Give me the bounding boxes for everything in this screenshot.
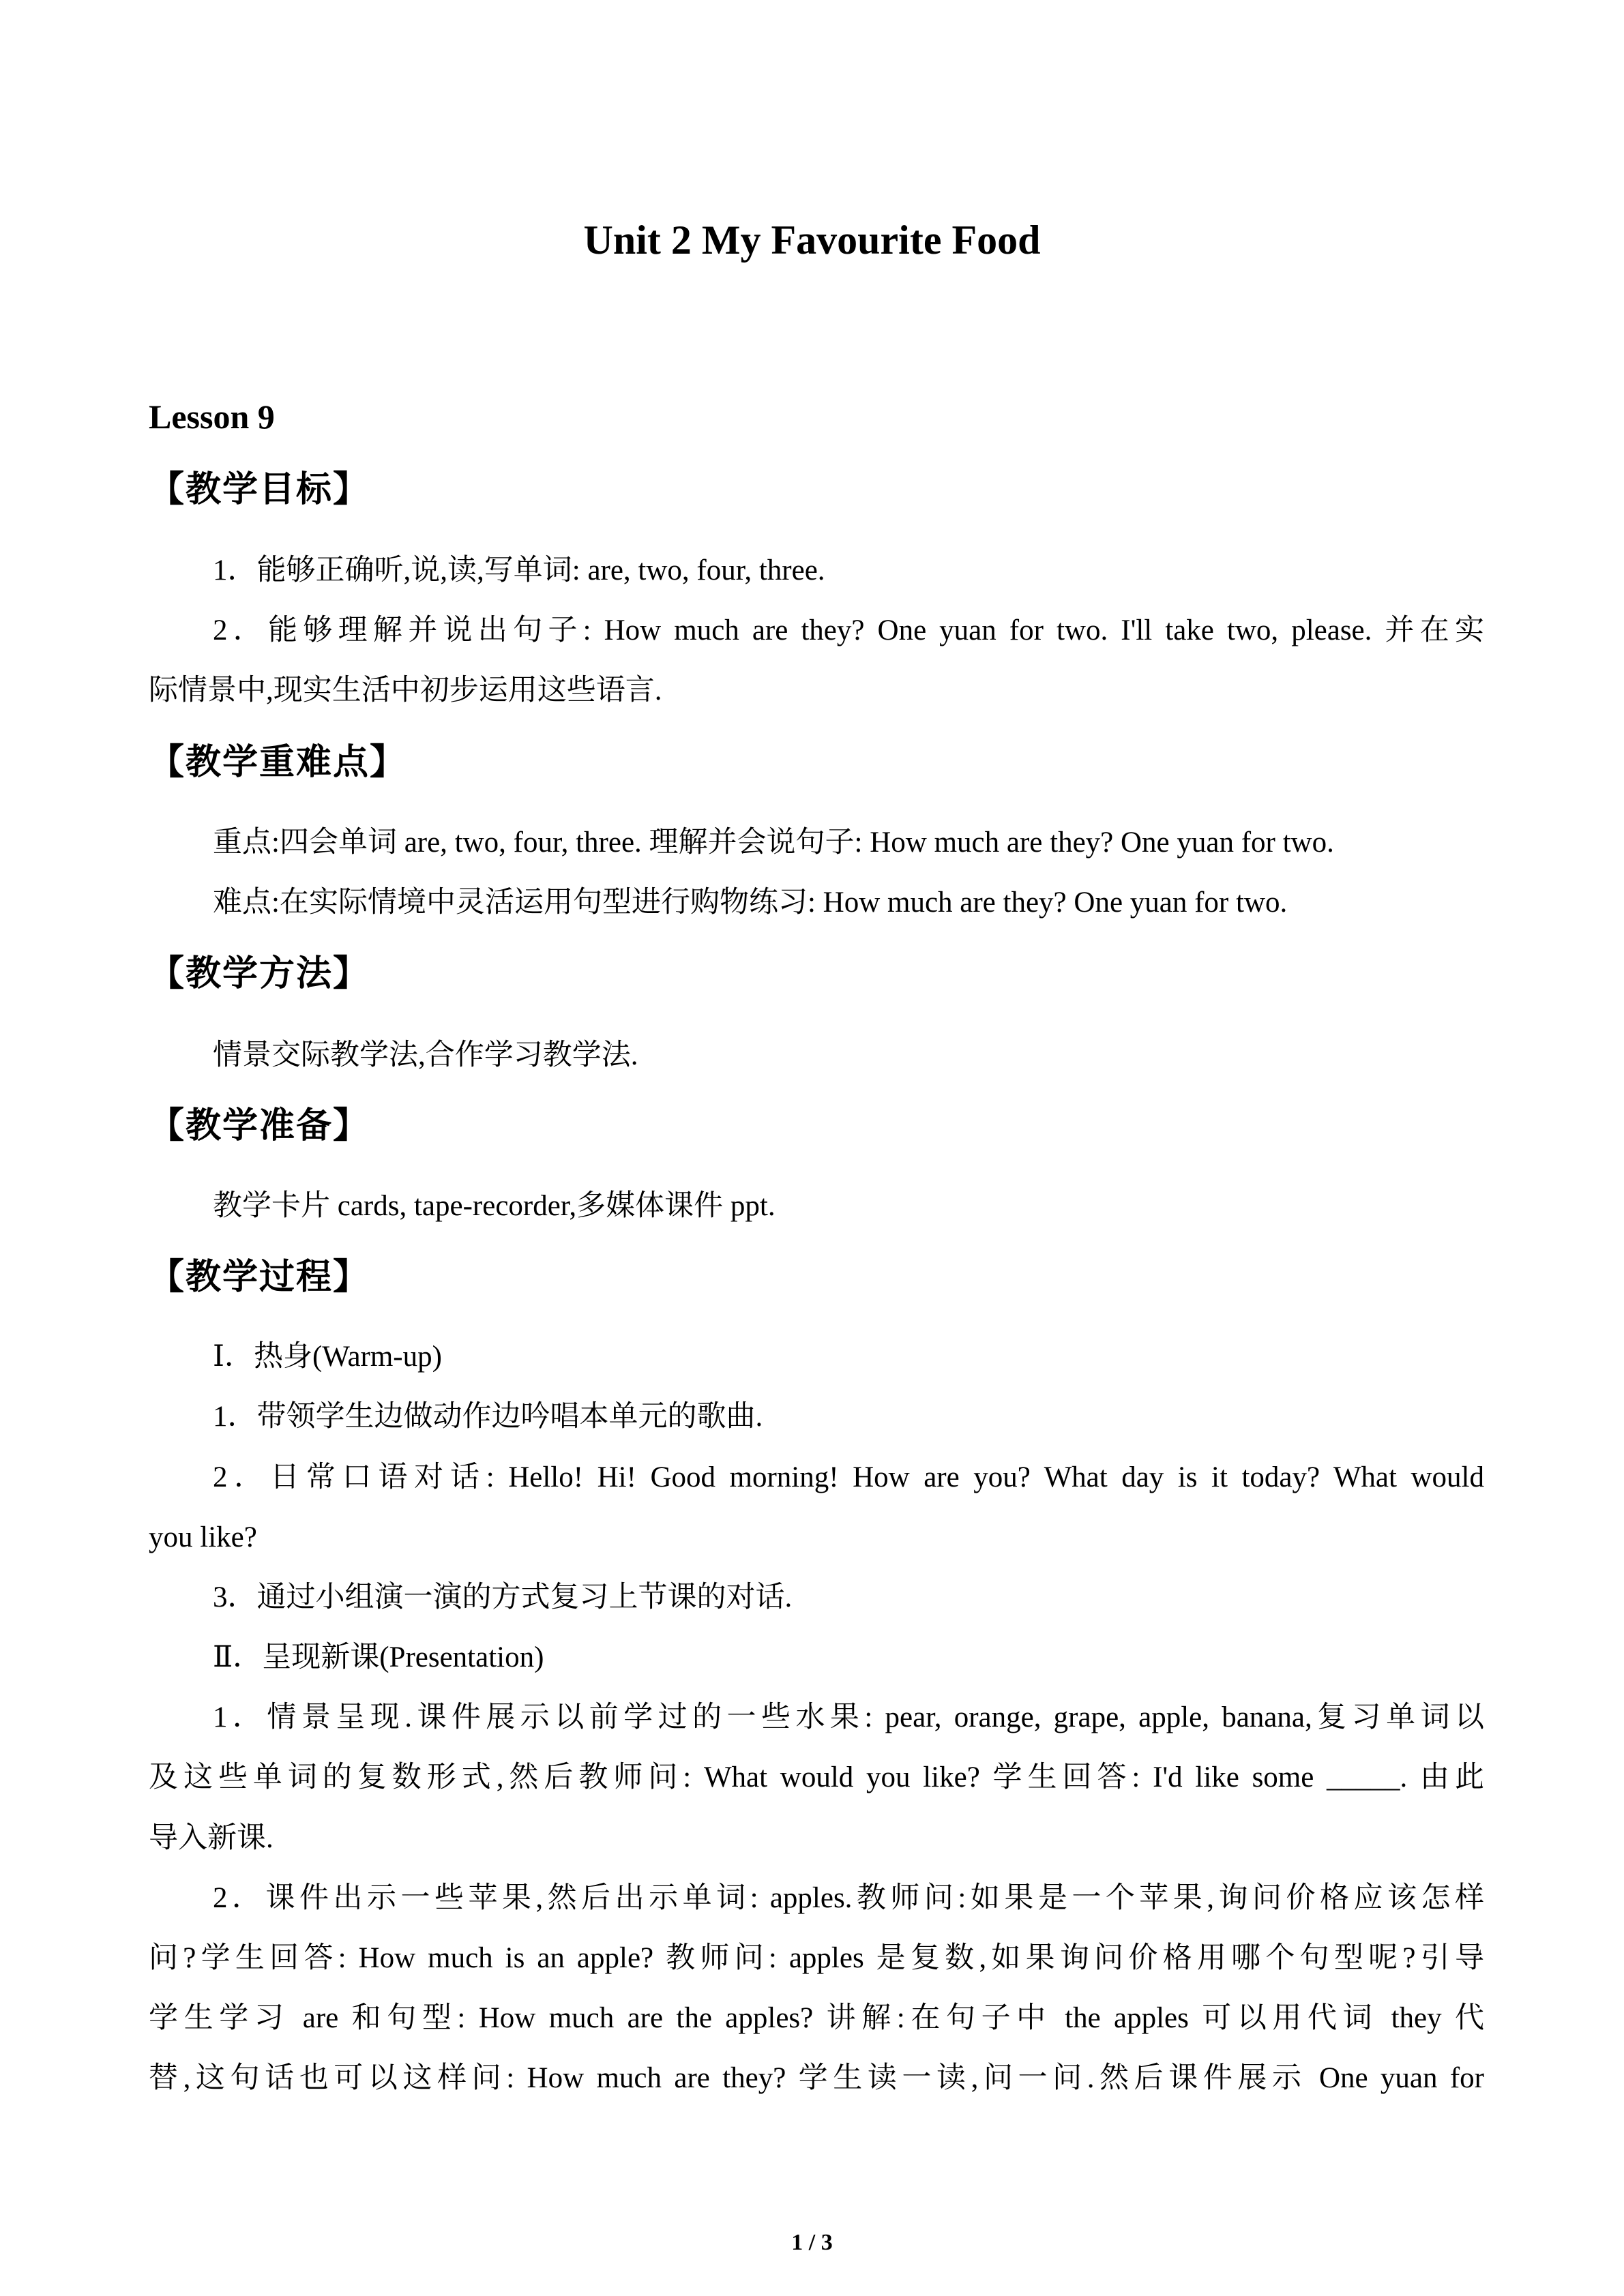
page-number: 1 / 3 bbox=[791, 2230, 833, 2255]
keypoint-line: 重点:四会单词 are, two, four, three. 理解并会说句子: How much are they? One yuan for two. bbox=[213, 826, 1334, 859]
process-heading: 【教学过程】 bbox=[149, 1257, 370, 1298]
process-line: Ⅰ．热身(Warm-up) bbox=[213, 1341, 442, 1373]
process-line: Ⅱ．呈现新课(Presentation) bbox=[213, 1641, 544, 1673]
objective-line: 1．能够正确听,说,读,写单词: are, two, four, three. bbox=[213, 554, 825, 586]
process-line: 1．带领学生边做动作边吟唱本单元的歌曲. bbox=[213, 1401, 763, 1433]
process-line: 导入新课. bbox=[149, 1822, 274, 1854]
process-line: 问?学生回答: How much is an apple? 教师问: apples 是复数,如果询问价格用哪个句型呢?引导 bbox=[149, 1942, 1484, 1974]
objective-line: 际情景中,现实生活中初步运用这些语言. bbox=[149, 674, 662, 706]
methods-heading: 【教学方法】 bbox=[149, 953, 370, 994]
prep-line: 教学卡片 cards, tape-recorder,多媒体课件 ppt. bbox=[213, 1190, 776, 1222]
keypoint-line: 难点:在实际情境中灵活运用句型进行购物练习: How much are they? One yuan for two. bbox=[213, 886, 1288, 919]
objectives-heading: 【教学目标】 bbox=[149, 469, 370, 510]
process-line: 替,这句话也可以这样问: How much are they? 学生读一读,问一问.然后课件展示 One yuan for bbox=[149, 2062, 1484, 2094]
objective-line: 2．能够理解并说出句子: How much are they? One yuan for two. I'll take two, please. 并在实 bbox=[213, 614, 1484, 646]
page-title: Unit 2 My Favourite Food bbox=[583, 218, 1041, 263]
process-line: 3．通过小组演一演的方式复习上节课的对话. bbox=[213, 1581, 793, 1613]
process-line: 2．日常口语对话: Hello! Hi! Good morning! How are you? What day is it today? What would bbox=[213, 1461, 1484, 1493]
process-line: 2．课件出示一些苹果,然后出示单词: apples.教师问:如果是一个苹果,询问价格应该怎样 bbox=[213, 1882, 1484, 1914]
lesson-label: Lesson 9 bbox=[149, 398, 275, 436]
process-line: 学生学习 are 和句型: How much are the apples? 讲解:在句子中 the apples 可以用代词 they 代 bbox=[149, 2002, 1484, 2034]
keypoints-heading: 【教学重难点】 bbox=[149, 742, 407, 783]
process-line: 1．情景呈现.课件展示以前学过的一些水果: pear, orange, grape, apple, banana,复习单词以 bbox=[213, 1701, 1484, 1733]
process-line: you like? bbox=[149, 1521, 257, 1553]
methods-line: 情景交际教学法,合作学习教学法. bbox=[213, 1039, 638, 1071]
prep-heading: 【教学准备】 bbox=[149, 1105, 370, 1146]
process-line: 及这些单词的复数形式,然后教师问: What would you like? 学生回答: I'd like some _____. 由此 bbox=[149, 1761, 1484, 1793]
